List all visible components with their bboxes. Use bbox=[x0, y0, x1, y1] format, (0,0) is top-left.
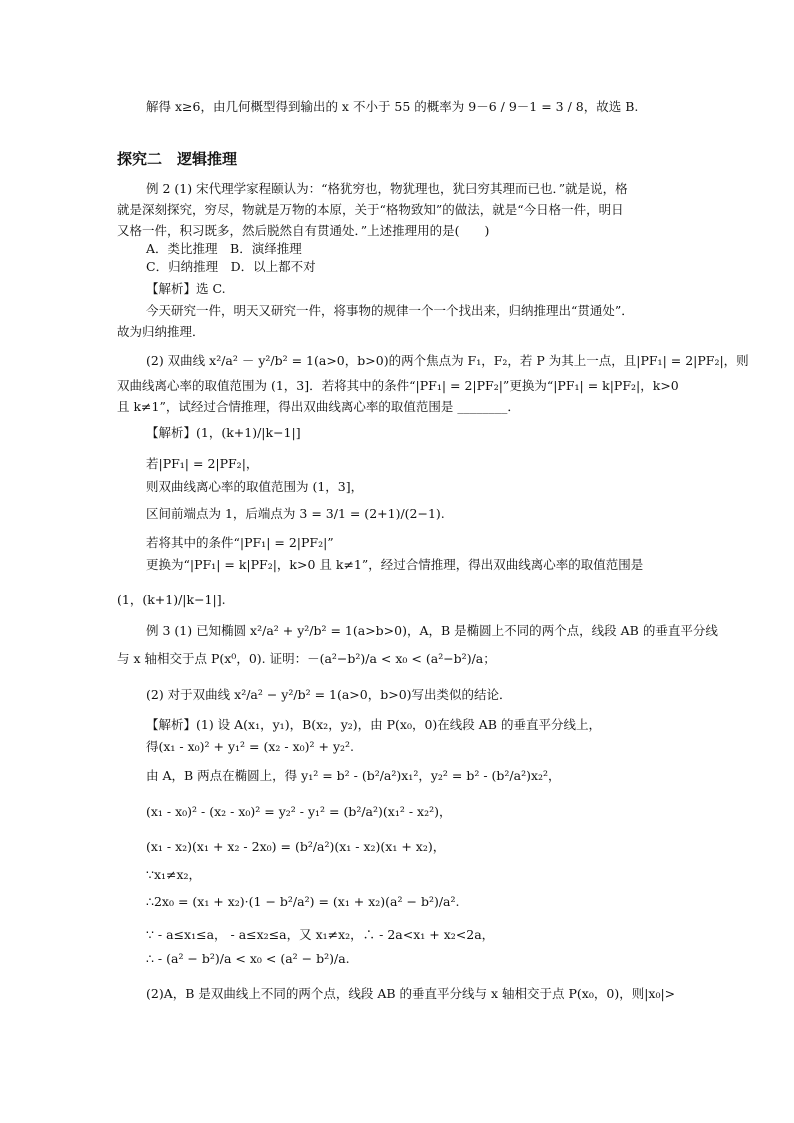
text-line: 例 2 (1) 宋代理学家程颐认为：“格犹穷也，物犹理也，犹曰穷其理而已也．”就是说，格 bbox=[146, 181, 628, 196]
option-line: A．类比推理 B．演绎推理 bbox=[146, 241, 302, 256]
equation-line: ∵x₁≠x₂， bbox=[146, 867, 202, 882]
text-line: 今天研究一件，明天又研究一件，将事物的规律一个一个找出来，归纳推理出“贯通处”． bbox=[146, 303, 634, 318]
equation-line: 得(x₁ - x₀)² + y₁² = (x₂ - x₀)² + y₂². bbox=[146, 739, 355, 754]
equation-line: (x₁ - x₂)(x₁ + x₂ - 2x₀) = (b²/a²)(x₁ - x₂)(x₁ + x₂)， bbox=[146, 839, 446, 854]
section-heading: 探究二 逻辑推理 bbox=[117, 150, 238, 168]
text-line: 与 x 轴相交于点 P(x⁰，0). 证明：－(a²−b²)/a < x₀ < (a²−b²)/a； bbox=[117, 651, 496, 666]
equation-line: ∵ - a≤x₁≤a， - a≤x₂≤a，又 x₁≠x₂，∴ - 2a<x₁ + x₂<2a， bbox=[146, 927, 495, 942]
solution-label: 【解析】(1) 设 A(x₁，y₁)，B(x₂，y₂)，由 P(x₀，0)在线段 AB 的垂直平分线上， bbox=[146, 717, 601, 732]
equation-line: ∴2x₀ = (x₁ + x₂)·(1 − b²/a²) = (x₁ + x₂)(a² − b²)/a². bbox=[146, 894, 460, 909]
text-line: (1，(k+1)/|k−1|]. bbox=[117, 592, 226, 607]
option-line: C．归纳推理 D．以上都不对 bbox=[146, 259, 316, 274]
text-line: 就是深刻探究，穷尽，物就是万物的本原，关于“格物致知”的做法，就是“今日格一件，明日 bbox=[117, 202, 624, 217]
equation-line: ∴ - (a² − b²)/a < x₀ < (a² − b²)/a. bbox=[146, 951, 350, 966]
equation-line: 由 A，B 两点在椭圆上，得 y₁² = b² - (b²/a²)x₁²，y₂² = b² - (b²/a²)x₂²， bbox=[146, 768, 561, 783]
text-line: 更换为“|PF₁| = k|PF₂|，k>0 且 k≠1”，经过合情推理，得出双曲线离心率的取值范围是 bbox=[146, 557, 644, 572]
text-line: (2)A，B 是双曲线上不同的两个点，线段 AB 的垂直平分线与 x 轴相交于点 P(x₀，0)，则|x₀|> bbox=[146, 986, 676, 1001]
solution-label: 【解析】选 C. bbox=[146, 281, 226, 296]
text-line: (2) 双曲线 x²/a² － y²/b² = 1(a>0，b>0)的两个焦点为 F₁，F₂，若 P 为其上一点，且|PF₁| = 2|PF₂|，则 bbox=[146, 353, 749, 368]
text-line: 若将其中的条件“|PF₁| = 2|PF₂|” bbox=[146, 535, 334, 550]
text-line: 则双曲线离心率的取值范围为 (1，3]， bbox=[146, 479, 364, 494]
text-line: 又格一件，积习既多，然后脱然自有贯通处．”上述推理用的是( ) bbox=[117, 223, 490, 238]
solution-label: 【解析】(1，(k+1)/|k−1|] bbox=[146, 425, 301, 440]
text-line: 且 k≠1”，试经过合情推理，得出双曲线离心率的取值范围是 ________． bbox=[117, 399, 520, 414]
equation-line: (x₁ - x₀)² - (x₂ - x₀)² = y₂² - y₁² = (b²/a²)(x₁² - x₂²)， bbox=[146, 804, 452, 819]
text-line: (2) 对于双曲线 x²/a² − y²/b² = 1(a>0，b>0)写出类似的结论． bbox=[146, 687, 512, 702]
text-line: 故为归纳推理． bbox=[117, 324, 205, 339]
text-line: 若|PF₁| = 2|PF₂|， bbox=[146, 456, 259, 471]
text-line: 双曲线离心率的取值范围为 (1，3]．若将其中的条件“|PF₁| = 2|PF₂|”更换为“|PF₁| = k|PF₂|，k>0 bbox=[117, 378, 679, 393]
text-line: 解得 x≥6，由几何概型得到输出的 x 不小于 55 的概率为 9－6 / 9－1 = 3 / 8，故选 B. bbox=[146, 99, 639, 114]
text-line: 例 3 (1) 已知椭圆 x²/a² + y²/b² = 1(a>b>0)，A，B 是椭圆上不同的两个点，线段 AB 的垂直平分线 bbox=[146, 623, 718, 638]
text-line: 区间前端点为 1，后端点为 3 = 3/1 = (2+1)/(2−1). bbox=[146, 506, 445, 521]
